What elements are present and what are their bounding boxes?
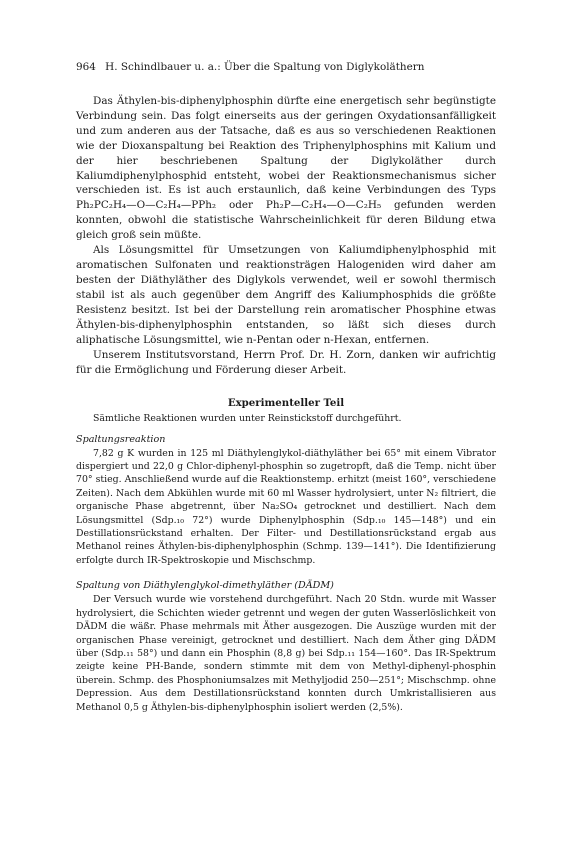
subheading-dadm: Spaltung von Diäthylenglykol-dimethyläther (DÄDM) <box>76 580 334 592</box>
section-title-experimental: Experimenteller Teil <box>227 397 345 410</box>
running-head <box>76 60 496 74</box>
running-title: H. Schindlbauer u. a.: Über die Spaltung von Diglykoläthern <box>105 61 425 73</box>
paragraph-solvent: Als Lösungsmittel für Umsetzungen von Kaliumdiphenylphosphid mit aromatischen Sulfonaten und reaktionsträgen Halogeniden wird daher am besten der Diäthyläther des Diglykols verwendet, weil er sowohl thermisch stabil ist als auch gegenüber dem Angriff des Kaliumphosphids die größte Resistenz besitzt. Ist bei der Darstellung rein aromatischer Phosphine etwas Äthylen-bis-diphenylphosphin entstanden, so läßt sich dieses durch aliphatische Lösungsmittel, wie n-Pentan oder n-Hexan, entfernen. <box>76 244 496 346</box>
experimental-intro: Sämtliche Reaktionen wurden unter Reinstickstoff durchgeführt. <box>93 413 402 425</box>
paragraph-acknowledgement: Unserem Institutsvorstand, Herrn Prof. Dr. H. Zorn, danken wir aufrichtig für die Ermöglichung und Förderung dieser Arbeit. <box>76 349 496 377</box>
journal-page <box>76 60 496 714</box>
paragraph-spaltungsreaktion: 7,82 g K wurden in 125 ml Diäthylenglykol-diäthyläther bei 65° mit einem Vibrator dispergiert und 22,0 g Chlor-diphenyl-phosphin so zugetropft, daß die Temp. nicht über 70° stieg. Anschließend wurde auf die Reaktionstemp. erhitzt (meist 160°, verschiedene Zeiten). Nach dem Abkühlen wurde mit 60 ml Wasser hydrolysiert, unter N₂ filtriert, die organische Phase abgetrennt, über Na₂SO₄ getrocknet und destilliert. Nach dem Lösungsmittel (Sdp.₁₀ 72°) wurde Diphenylphosphin (Sdp.₁₀ 145—148°) und ein Destillationsrückstand erhalten. Der Filter- und Destillationsrückstand ergab aus Methanol reines Äthylen-bis-diphenylphosphin (Schmp. 139—141°). Die Identifizierung erfolgte durch IR-Spektroskopie und Mischschmp. <box>76 447 496 566</box>
subheading-spaltungsreaktion: Spaltungsreaktion <box>76 433 166 445</box>
paragraph-dadm: Der Versuch wurde wie vorstehend durchgeführt. Nach 20 Stdn. wurde mit Wasser hydrolysiert, die Schichten wieder getrennt und wegen der guten Wasserlöslichkeit von DÄDM die wäßr. Phase mehrmals mit Äther ausgezogen. Die Auszüge wurden mit der organischen Phase vereinigt, getrocknet und destilliert. Nach dem Äther ging DÄDM über (Sdp.₁₁ 58°) und dann ein Phosphin (8,8 g) bei Sdp.₁₁ 154—160°. Das IR-Spektrum zeigte keine PH-Bande, sondern stimmte mit dem von Methyl-diphenyl-phosphin überein. Schmp. des Phosphoniumsalzes mit Methyljodid 250—251°; Mischschmp. ohne Depression. Aus dem Destillationsrückstand konnten durch Umkristallisieren aus Methanol 0,5 g Äthylen-bis-diphenylphosphin isoliert werden (2,5%). <box>76 594 496 713</box>
paragraph-energetics: Das Äthylen-bis-diphenylphosphin dürfte eine energetisch sehr begünstigte Verbindung sein. Das folgt einerseits aus der geringen Oxydationsanfälligkeit und zum anderen aus der Tatsache, daß es aus so verschiedenen Reaktionen wie der Dioxanspaltung bei Reaktion des Triphenylphosphins mit Kalium und der hier beschriebenen Spaltung der Diglykoläther durch Kaliumdiphenylphosphid entsteht, wobei der Reaktionsmechanismus sicher verschieden ist. Es ist auch erstaunlich, daß keine Verbindungen des Typs Ph₂PC₂H₄—O—C₂H₄—PPh₂ oder Ph₂P—C₂H₄—O—C₂H₅ gefunden werden konnten, obwohl die statistische Wahrscheinlichkeit für deren Bildung etwa gleich groß sein müßte. <box>76 95 496 242</box>
page-number: 964 <box>76 61 96 73</box>
